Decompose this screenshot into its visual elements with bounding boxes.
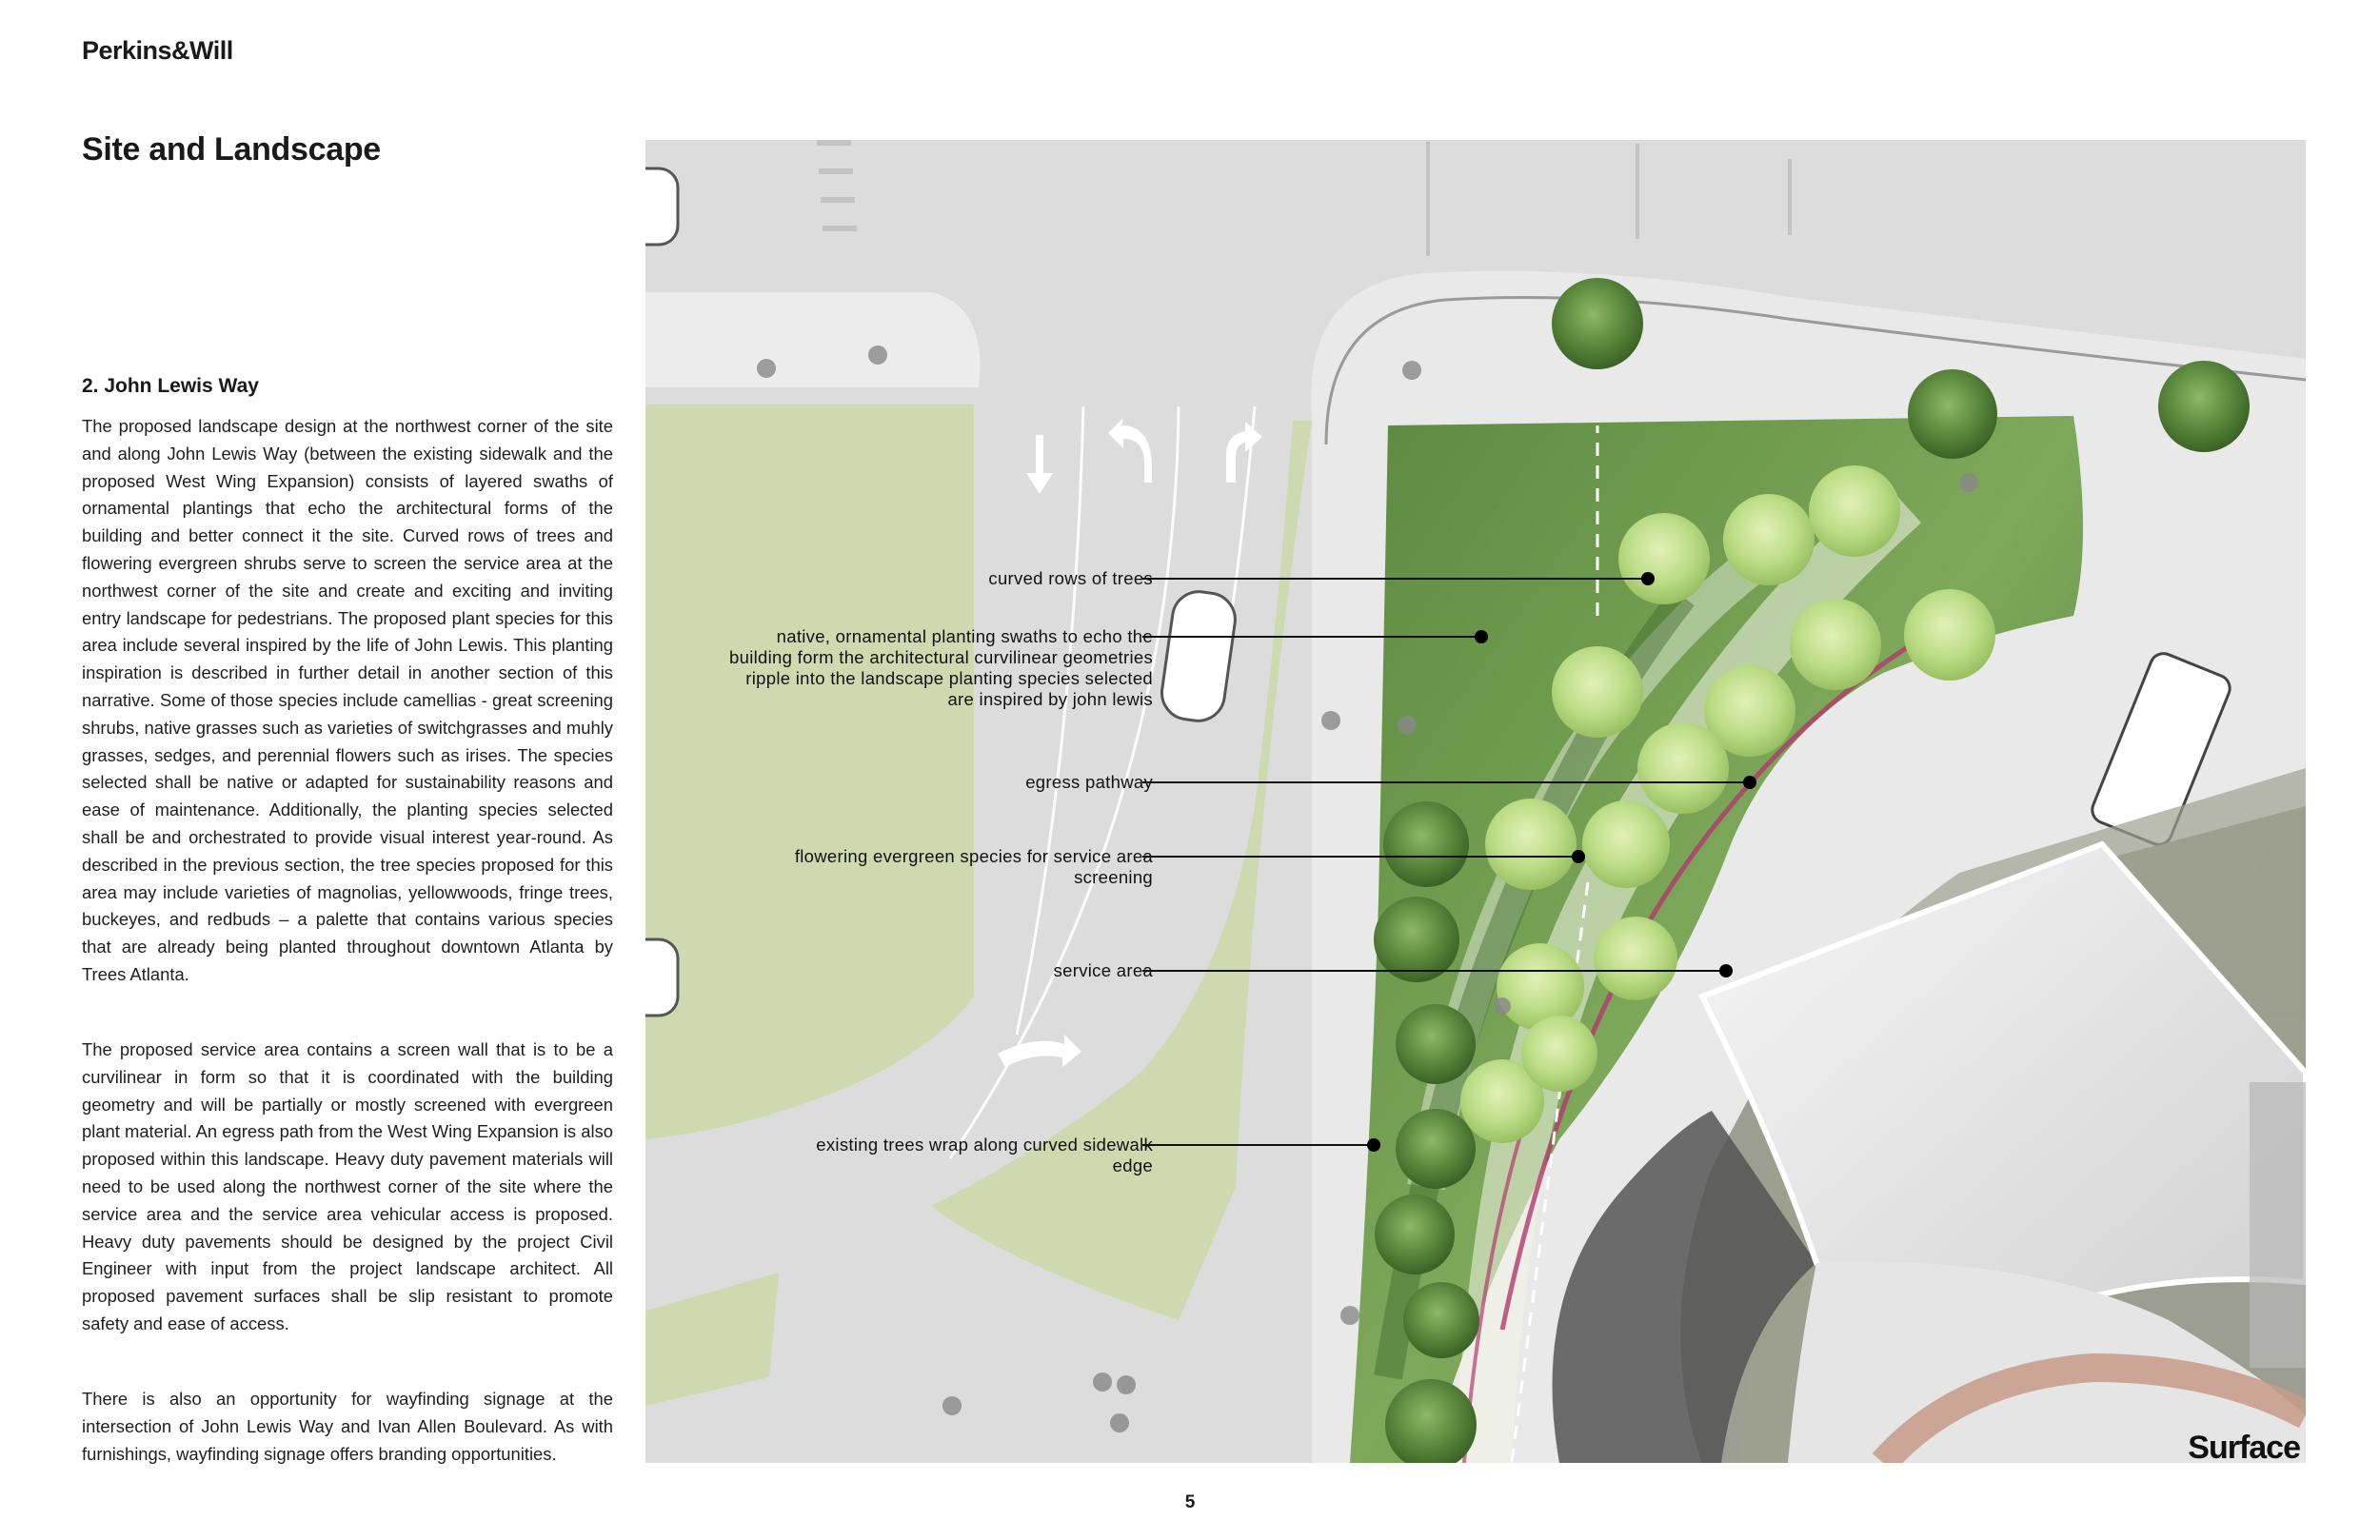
callout-native-planting-swaths: native, ornamental planting swaths to echo the building form the architectural curvilinear geometries ripple into the landscape planting species selected are inspired by john lewis — [729, 626, 1153, 709]
site-plan — [645, 140, 2306, 1463]
callout-existing-trees: existing trees wrap along curved sidewalk edge — [816, 1135, 1153, 1175]
callout-egress-pathway: egress pathway — [1025, 772, 1153, 792]
section-heading: 2. John Lewis Way — [82, 375, 259, 397]
callout-service-area: service area — [1053, 960, 1153, 980]
surface-watermark: Surface — [2188, 1430, 2300, 1463]
paragraph-service-area: The proposed service area contains a screen wall that is to be a curvilinear in form so that it is coordinated with the building geometry and will be partially or mostly screened with evergreen plant material. An egress path from the West Wing Expansion is also proposed within this landscape. Heavy duty pavement materials will need to be used along the northwest corner of the site where the service area and the service area vehicular access is proposed. Heavy duty pavements should be designed by the project Civil Engineer with input from the project landscape architect. All proposed pavement surfaces shall be slip resistant to promote safety and ease of access. — [82, 1039, 613, 1333]
callout-flowering-evergreen: flowering evergreen species for service area screening — [794, 846, 1153, 887]
paragraph-wayfinding: There is also an opportunity for wayfinding signage at the intersection of John Lewis Way and Ivan Allen Boulevard. As with furnishings, wayfinding signage offers branding opportunities. — [82, 1389, 613, 1464]
paragraph-landscape-design: The proposed landscape design at the northwest corner of the site and along John Lewis Way (between the existing sidewalk and the proposed West Wing Expansion) consists of layered swaths of ornamental plantings that echo the architectural forms of the building and better connect it the site. Curved rows of trees and flowering evergreen shrubs serve to screen the service area at the northwest corner of the site and create and exciting and inviting entry landscape for pedestrians. The proposed plant species for this area include several inspired by the life of John Lewis. This planting inspiration is described in further detail in another section of this narrative. Some of those species include camellias - great screening shrubs, native grasses such as varieties of switchgrasses and muhly grasses, sedges, and perennial flowers such as irises. The species selected shall be native or adapted for sustainability reasons and ease of maintenance. Additionally, the planting species selected shall be and orchestrated to provide visual interest year-round. As described in the previous section, the tree species proposed for this area may include varieties of magnolias, yellowwoods, fringe trees, buckeyes, and redbuds – a palette that contains various species that are already being planted throughout downtown Atlanta by Trees Atlanta. — [82, 416, 613, 984]
page-number: 5 — [1184, 1492, 1196, 1512]
brand-logo: Perkins&Will — [82, 36, 233, 65]
callout-curved-rows-of-trees: curved rows of trees — [988, 568, 1153, 588]
page-title: Site and Landscape — [82, 131, 381, 168]
northwest-sidewalk — [645, 292, 980, 387]
site-plan-drawing — [645, 140, 2306, 1463]
